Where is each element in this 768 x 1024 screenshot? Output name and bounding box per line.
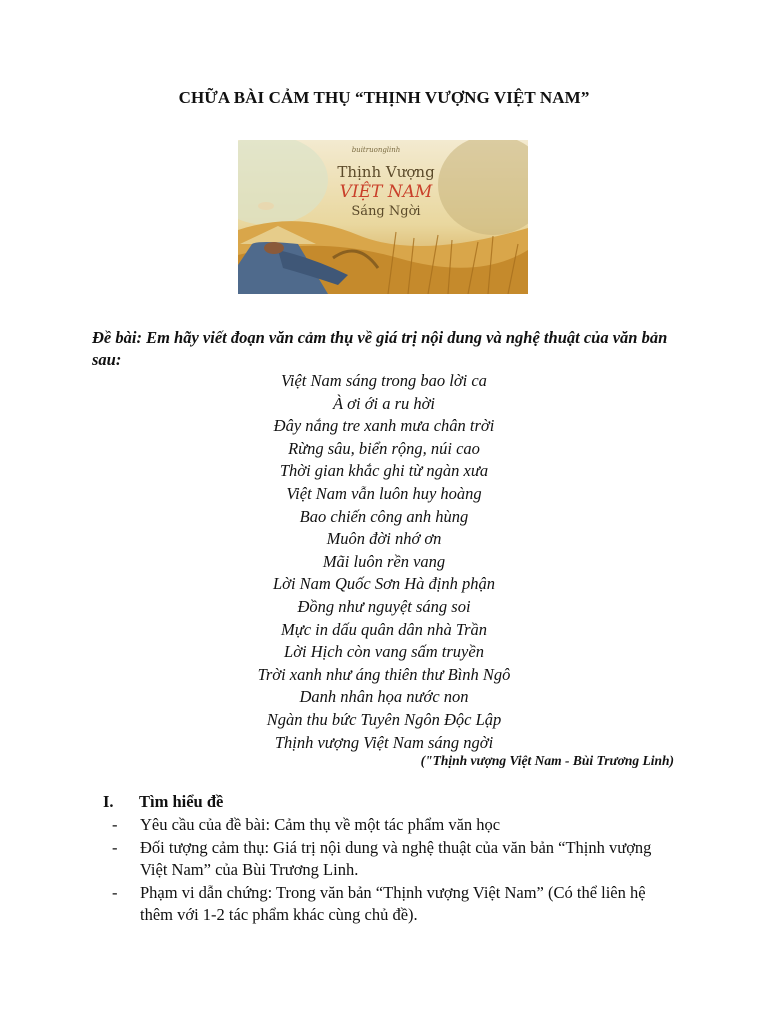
poem-line: Thịnh vượng Việt Nam sáng ngời [274, 732, 494, 752]
poem-line: Mãi luôn rền vang [322, 551, 446, 571]
poem-illustration [238, 140, 528, 294]
bullet-marker: - [112, 815, 118, 834]
poem-line: Lời Hịch còn vang sấm truyền [284, 642, 484, 662]
document-title: CHỮA BÀI CẢM THỤ “THỊNH VƯỢNG VIỆT NAM” [178, 88, 590, 107]
poem-line: Thời gian khắc ghi từ ngàn xưa [279, 461, 489, 481]
list-item-text: Yêu cầu của đề bài: Cảm thụ về một tác phẩm văn học [140, 815, 501, 834]
section-heading [103, 792, 223, 812]
poem-line: Lời Nam Quốc Sơn Hà định phận [272, 574, 496, 594]
list-item [112, 814, 682, 837]
image-title-line3: Sáng Ngời [351, 204, 421, 219]
bullet-marker: - [112, 882, 118, 902]
poem-line: Trời xanh như áng thiên thư Bình Ngô [257, 664, 511, 684]
image-script-text: buitruonglinh [351, 146, 401, 154]
poem-line: Đây nắng tre xanh mưa chân trời [273, 416, 495, 436]
image-title-line2: VIỆT NAM [339, 182, 433, 202]
assignment-prompt: Đề bài: Em hãy viết đoạn văn cảm thụ về giá trị nội dung và nghệ thuật của văn bản sau: [92, 328, 668, 369]
poem [0, 370, 768, 754]
list-item-text: Đối tượng cảm thụ: Giá trị nội dung và nghệ thuật của văn bản “Thịnh vượng Việt Nam” của Bùi Trương Linh. [140, 837, 652, 879]
bullet-marker: - [112, 837, 118, 857]
poem-source: ("Thịnh vượng Việt Nam - Bùi Trương Linh) [420, 753, 674, 768]
requirements-list [112, 814, 682, 927]
poem-line: Đồng như nguyệt sáng soi [297, 596, 471, 616]
list-item [112, 837, 682, 882]
poem-line: Việt Nam sáng trong bao lời ca [281, 371, 487, 390]
list-item [112, 882, 682, 927]
poem-line: Bao chiến công anh hùng [299, 506, 469, 526]
poem-line: Ngàn thu bức Tuyên Ngôn Độc Lập [266, 709, 502, 729]
poem-line: Danh nhân họa nước non [299, 687, 469, 707]
poem-line: Rừng sâu, biển rộng, núi cao [288, 438, 480, 458]
section-title: Tìm hiểu đề [139, 792, 224, 811]
poem-line: Mực in dấu quân dân nhà Trần [280, 619, 488, 639]
poem-line: Việt Nam vẫn luôn huy hoàng [286, 483, 482, 503]
poem-line: À ơi ới a ru hời [332, 393, 436, 413]
section-number: I. [103, 792, 114, 811]
image-title-line1: Thịnh Vượng [337, 163, 435, 181]
list-item-text: Phạm vi dẫn chứng: Trong văn bản “Thịnh vượng Việt Nam” (Có thể liên hệ thêm với 1-2 tác phẩm khác cùng chủ đề). [140, 882, 646, 924]
poem-line: Muôn đời nhớ ơn [326, 529, 442, 549]
